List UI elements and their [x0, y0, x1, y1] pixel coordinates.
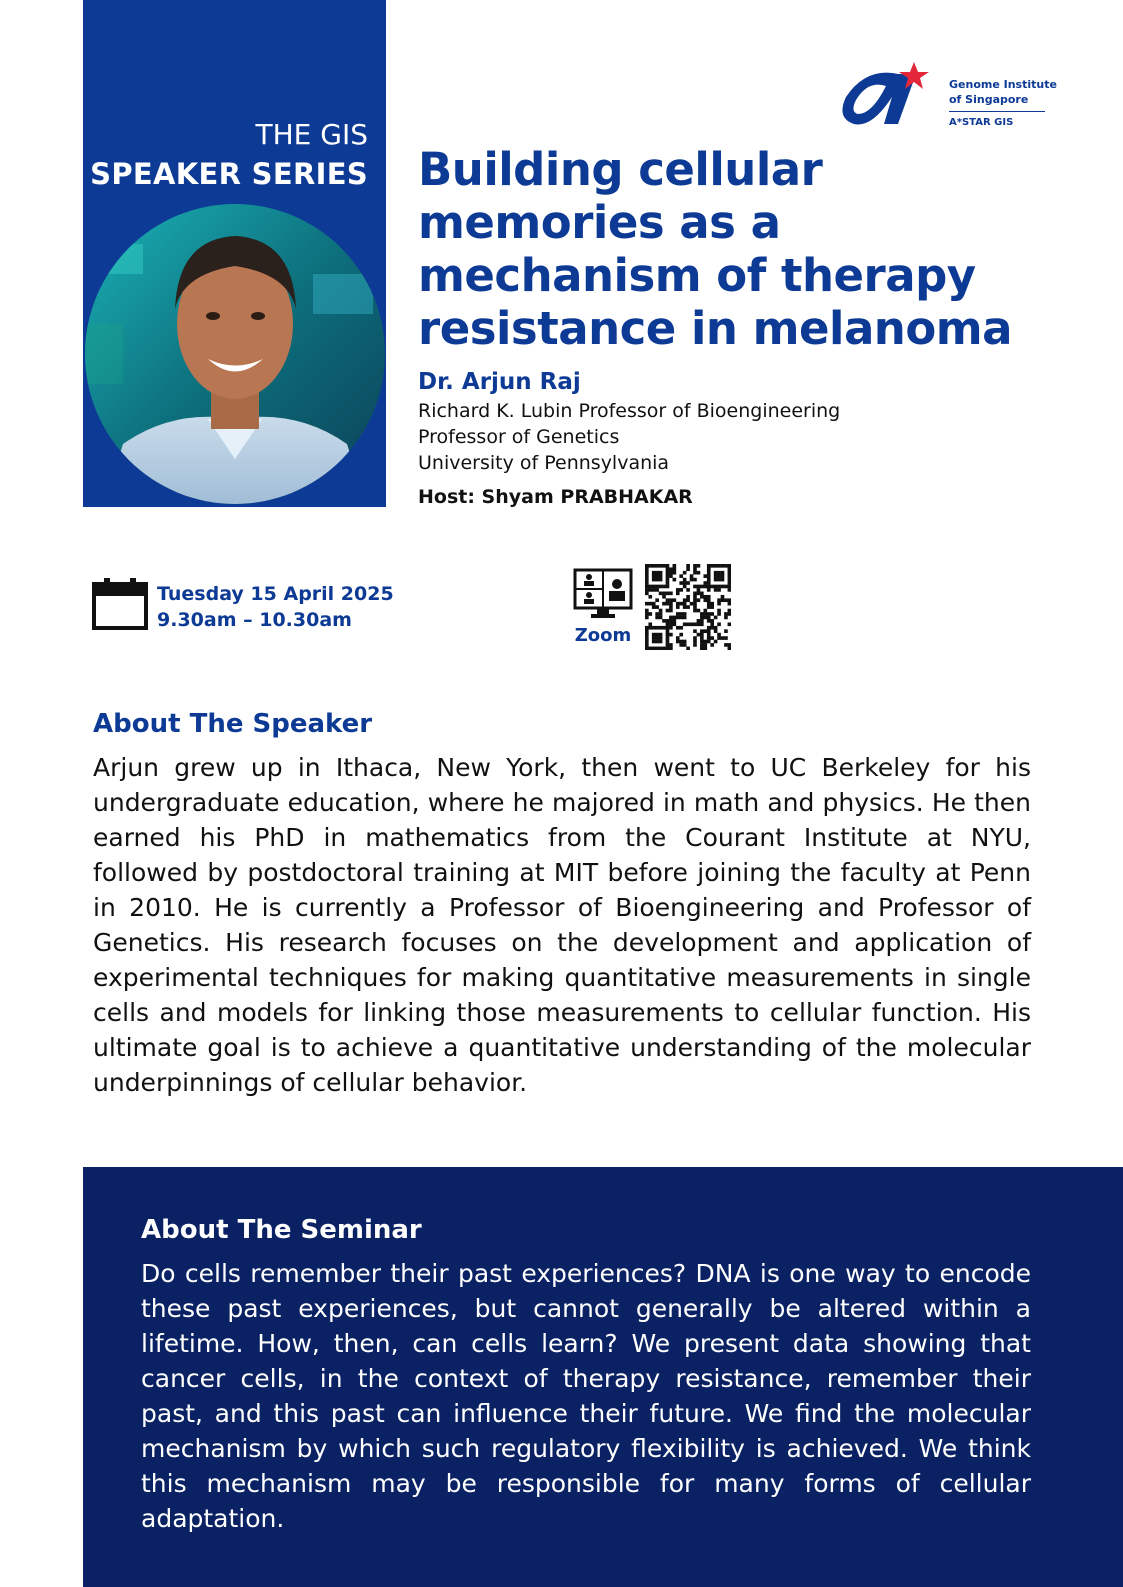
video-call-icon — [573, 568, 633, 620]
logo-text-line1: Genome Institute — [949, 78, 1057, 91]
astar-logo-icon — [836, 52, 946, 134]
qr-code[interactable] — [645, 564, 731, 650]
event-time: 9.30am – 10.30am — [157, 609, 352, 631]
speaker-role-1: Richard K. Lubin Professor of Bioengineering — [418, 400, 841, 422]
logo-text-line3: A*STAR GIS — [949, 117, 1014, 128]
speaker-name: Dr. Arjun Raj — [418, 369, 581, 395]
logo-text-line2: of Singapore — [949, 93, 1029, 106]
about-seminar-body: Do cells remember their past experiences? DNA is one way to encode these past experiences, but cannot generally be altered within a lifetime. How, then, can cells learn? We present data showing that cancer cells, in the context of therapy resistance, remember their past, and this past can influence their future. We find the molecular mechanism by which such regulatory flexibility is achieved. We think this mechanism may be responsible for many forms of cellular adaptation. — [141, 1259, 1031, 1533]
host-name: Host: Shyam PRABHAKAR — [418, 486, 693, 508]
event-date: Tuesday 15 April 2025 — [157, 583, 394, 605]
about-speaker-body: Arjun grew up in Ithaca, New York, then went to UC Berkeley for his undergraduate education, where he majored in math and physics. He then earned his PhD in mathematics from the Courant Institute at NYU, followed by postdoctoral training at MIT before joining the faculty at Penn in 2010. He is currently a Professor of Bioengineering and Professor of Genetics. His research focuses on the development and application of experimental techniques for making quantitative measurements in single cells and models for linking those measurements to cellular function. His ultimate goal is to achieve a quantitative understanding of the molecular underpinnings of cellular behavior. — [93, 753, 1031, 1097]
speaker-affiliation: University of Pennsylvania — [418, 452, 670, 474]
zoom-label: Zoom — [574, 625, 632, 646]
about-speaker-heading: About The Speaker — [93, 709, 373, 739]
calendar-icon — [92, 576, 148, 632]
speaker-photo — [83, 204, 386, 507]
series-title-line2: SPEAKER SERIES — [90, 157, 368, 191]
talk-title: Building cellular memories as a mechanism of therapy resistance in melanoma — [418, 143, 1013, 355]
logo-divider — [949, 111, 1045, 112]
speaker-role-2: Professor of Genetics — [418, 426, 620, 448]
series-title-line1: THE GIS — [255, 118, 368, 151]
about-seminar-heading: About The Seminar — [141, 1215, 422, 1245]
